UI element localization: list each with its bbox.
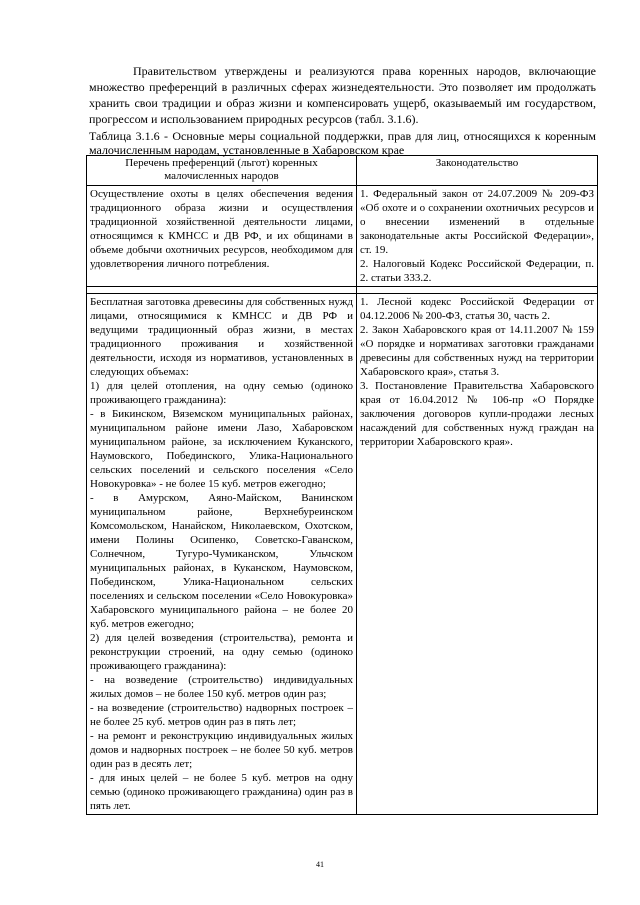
header-legislation: Законодательство [357,156,598,186]
page-number: 41 [316,860,324,869]
row1-legislation-cell [357,186,598,287]
header-preferences: Перечень преференций (льгот) коренных малочисленных народов [87,156,357,186]
table-spacer-row [87,287,598,294]
table-row [87,294,598,815]
row2-preference-paragraph: - в Бикинском, Вяземском муниципальных районах, муниципальном районе имени Лазо, Хабаровском муниципальном районе, за исключением Куканского, Наумовского, Побединского, Улика-Национального сельских поселений и сельского поселения «Село Новокуровка» - не более 15 куб. метров ежегодно; [90,408,353,490]
row2-preference-paragraph: - в Амурском, Аяно-Майском, Ванинском муниципальном районе, Верхнебуреинском Комсомольском, Нанайском, Николаевском, Охотском, имени Полины Осипенко, Советско-Гаванском, Солнечном, Тугуро-Чумиканском, Ульчском муниципальных районах, в Куканском, Наумовском, Побединском, Улика-Национальном сельских поселениях и сельском поселении «Село Новокуровка» Хабаровского муниципального района – не более 20 куб. метров ежегодно; [90,492,353,630]
row2-preference-paragraph: 2) для целей возведения (строительства), ремонта и реконструкции строений, на одну семью (одиноко проживающего гражданина): [90,632,353,672]
row2-legislation-cell [357,294,598,815]
row2-law-item: 2. Закон Хабаровского края от 14.11.2007 № 159 «О порядке и нормативах заготовки гражданами древесины для собственных нужд на территории Хабаровского края», статья 3. [360,324,594,378]
row2-preference-paragraph: - для иных целей – не более 5 куб. метров на одну семью (одиноко проживающего гражданина) один раз в пять лет. [90,772,353,812]
intro-paragraph [89,63,596,127]
row2-preference-paragraph: Бесплатная заготовка древесины для собственных нужд лицами, относящимися к КМНСС и ДВ РФ и ведущими традиционный образ жизни, в местах традиционного проживания и хозяйственной деятельности, исходя из нормативов, установленных в следующих объемах: [90,296,353,378]
table-row [87,186,598,287]
row1-preference-text: Осуществление охоты в целях обеспечения ведения традиционного образа жизни и осуществления традиционной хозяйственной деятельности лицами, относящимся к КМНСС и ДВ РФ, и их общинами в объеме добычи охотничьих ресурсов, необходимом для удовлетворения личного потребления. [90,188,353,270]
spacer-cell [87,287,357,294]
preferences-table [86,155,598,815]
row2-preference-paragraph: - на возведение (строительство) надворных построек – не более 25 куб. метров один раз в пять лет; [90,702,353,728]
row1-law-item: 1. Федеральный закон от 24.07.2009 № 209-ФЗ «Об охоте и о сохранении охотничьих ресурсов и о внесении изменений в отдельные законодательные акты Российской Федерации», ст. 19. [360,188,594,256]
row2-law-item: 1. Лесной кодекс Российской Федерации от 04.12.2006 № 200-ФЗ, статья 30, часть 2. [360,296,594,322]
row2-preference-paragraph: - на возведение (строительство) индивидуальных жилых домов – не более 150 куб. метров один раз; [90,674,353,700]
intro-text: Правительством утверждены и реализуются права коренных народов, включающие множество преференций в различных сферах жизнедеятельности. Это позволяет им продолжать хранить свои традиции и образ жизни и компенсировать ущерб, оказываемый им государством, прогрессом и использованием природных ресурсов (табл. 3.1.6). [89,64,596,126]
row2-preference-paragraph: - на ремонт и реконструкцию индивидуальных жилых домов и надворных построек – не более 50 куб. метров один раз в десять лет; [90,730,353,770]
row1-law-item: 2. Налоговый Кодекс Российской Федерации, п. 2. статьи 333.2. [360,258,594,284]
row1-preference-cell [87,186,357,287]
row2-law-item: 3. Постановление Правительства Хабаровского края от 16.04.2012 № 106-пр «О Порядке заключения договоров купли-продажи лесных насаждений для собственных нужд граждан на территории Хабаровского края». [360,380,594,448]
table-header-row [87,156,598,186]
row2-preference-paragraph: 1) для целей отопления, на одну семью (одиноко проживающего гражданина): [90,380,353,406]
table-caption: Таблица 3.1.6 - Основные меры социальной поддержки, прав для лиц, относящихся к коренным малочисленным народам, установленные в Хабаровском крае [89,129,596,157]
row2-preference-cell [87,294,357,815]
spacer-cell [357,287,598,294]
